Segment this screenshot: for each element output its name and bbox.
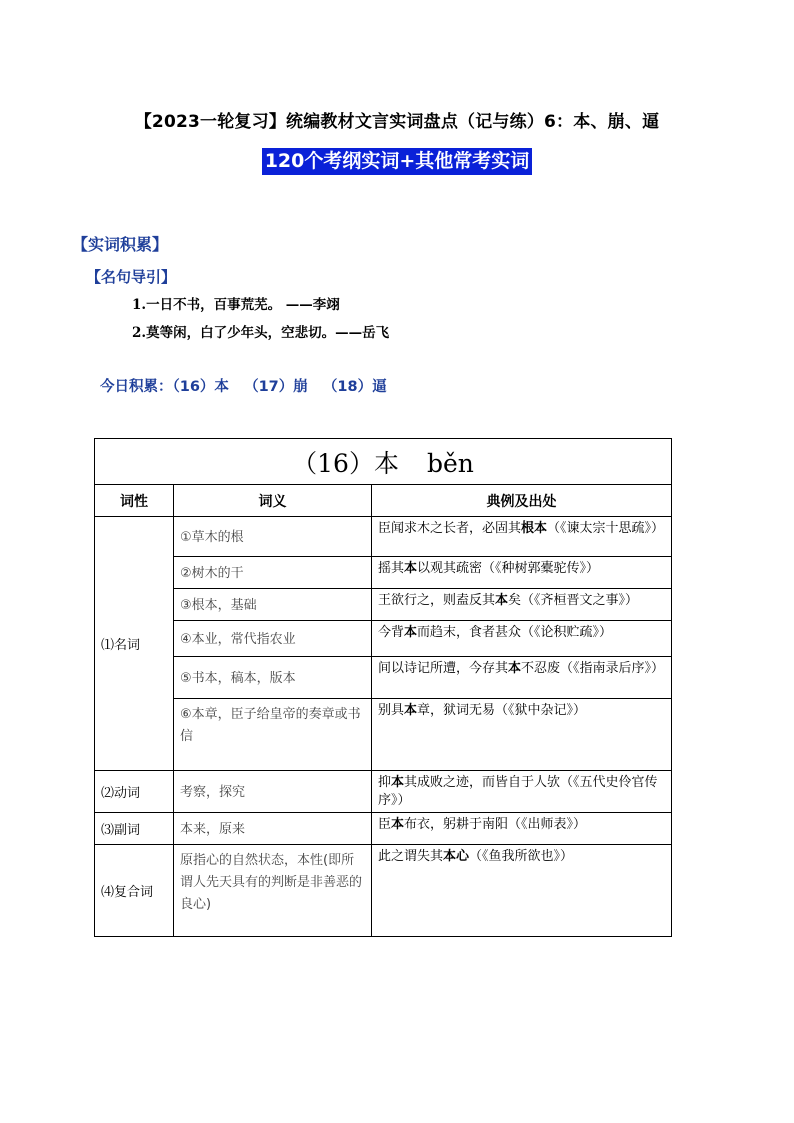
example-cell: 摇其本以观其疏密（《种树郭橐驼传》） [372,557,672,589]
meaning-cell: 考察，探究 [174,771,372,813]
example-cell: 臣闻求木之长者，必固其根本（《谏太宗十思疏》） [372,517,672,557]
example-cell: 臣本布衣，躬耕于南阳（《出师表》） [372,813,672,845]
word-title: （16）本 [292,448,399,478]
table-row [95,699,672,771]
example-cell: 此之谓失其本心（《鱼我所欲也》） [372,845,672,937]
keyword: 本心 [443,849,470,864]
word-pinyin: běn [426,448,474,478]
pos-cell: ⑷复合词 [95,845,174,937]
example-cell: 王欲行之，则盍反其本矣（《齐桓晋文之事》） [372,589,672,621]
table-row [95,589,672,621]
column-header-meaning: 词义 [174,485,372,517]
today-accumulation: 今日积累：（16）本 （17）崩 （18）逼 [100,379,387,395]
quotes-heading: 【名句导引】 [86,268,177,286]
meaning-cell: ⑤书本，稿本，版本 [174,657,372,699]
column-header-example: 典例及出处 [372,485,672,517]
keyword: 本 [404,625,418,640]
document-title: 【2023一轮复习】统编教材文言实词盘点（记与练）6：本、崩、逼 [134,112,660,132]
meaning-cell: ②树木的干 [174,557,372,589]
example-cell: 抑本其成败之迹，而皆自于人欤（《五代史伶官传序》） [372,771,672,813]
keyword: 本 [404,561,418,576]
vocabulary-table [94,438,672,937]
table-row [95,657,672,699]
pos-cell: ⑴名词 [95,517,174,771]
quote-line: 2.莫等闲，白了少年头，空悲切。——岳飞 [132,325,390,341]
meaning-cell: ③根本，基础 [174,589,372,621]
pos-cell: ⑵动词 [95,771,174,813]
meaning-cell: ①草木的根 [174,517,372,557]
subtitle-wrap [0,148,794,175]
keyword: 本 [495,593,509,608]
keyword: 本 [404,703,418,718]
keyword: 本 [391,775,405,790]
column-header-pos: 词性 [95,485,174,517]
keyword: 本 [391,817,405,832]
example-cell: 别具本章，狱词无易（《狱中杂记》） [372,699,672,771]
table-row [95,517,672,557]
meaning-cell: 本来，原来 [174,813,372,845]
word-title-cell [95,439,672,485]
example-cell: 今背本而趋末，食者甚众（《论积贮疏》） [372,621,672,657]
pos-cell: ⑶副词 [95,813,174,845]
meaning-cell: ④本业，常代指农业 [174,621,372,657]
example-cell: 间以诗记所遭，今存其本不忍废（《指南录后序》） [372,657,672,699]
table-row [95,557,672,589]
keyword: 根本 [521,521,548,536]
meaning-cell: ⑥本章，臣子给皇帝的奏章或书信 [174,699,372,771]
section-heading: 【实词积累】 [72,235,169,254]
table-row [95,845,672,937]
quote-line: 1.一日不书，百事荒芜。 ——李翊 [132,297,340,313]
table-row [95,621,672,657]
table-row [95,813,672,845]
keyword: 本 [508,661,522,676]
table-row [95,771,672,813]
meaning-cell: 原指心的自然状态，本性(即所谓人先天具有的判断是非善恶的良心) [174,845,372,937]
highlighted-subtitle: 120个考纲实词+其他常考实词 [262,148,533,175]
